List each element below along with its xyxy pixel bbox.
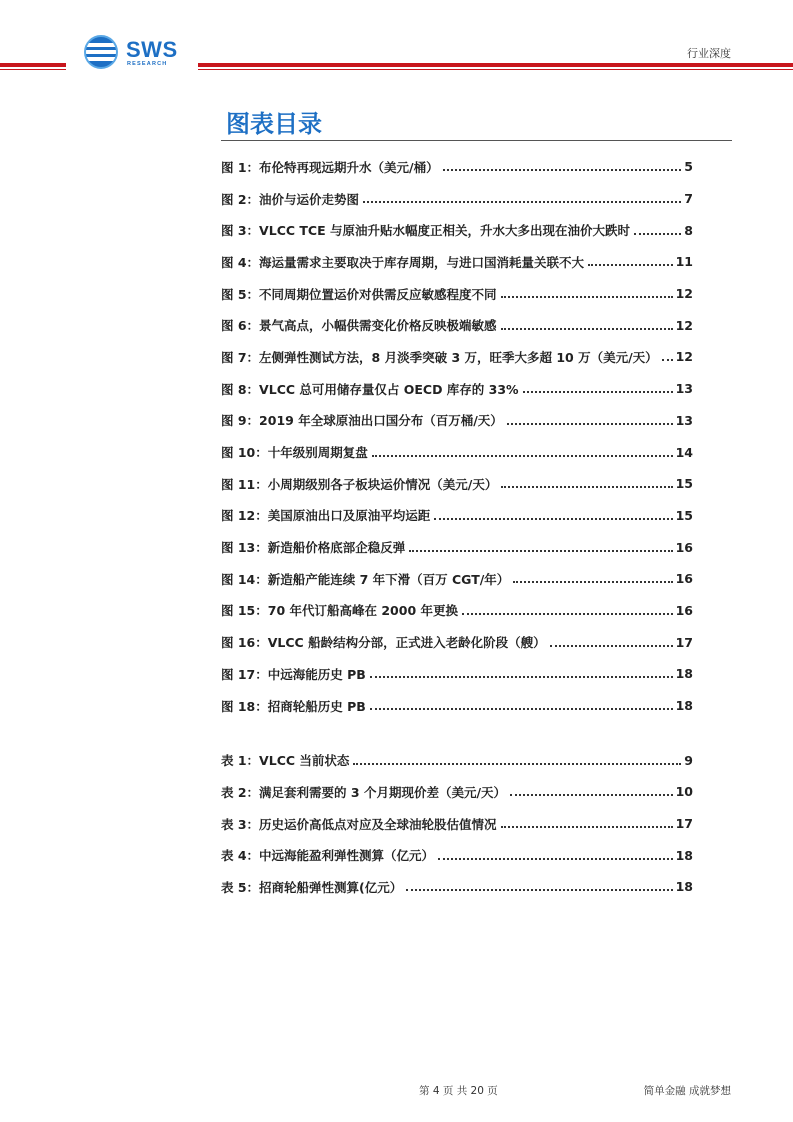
toc-figure-item[interactable] (221, 690, 693, 722)
toc-entry-title: 图 3：VLCC TCE 与原油升贴水幅度正相关，升水大多出现在油价大跌时 (221, 223, 630, 239)
dot-leader (513, 581, 672, 583)
toc-entry-page: 5 (684, 159, 693, 175)
toc-entry-title: 图 2：油价与运价走势图 (221, 191, 360, 207)
toc-figure-item[interactable] (221, 309, 693, 341)
toc-entry-page: 9 (684, 752, 693, 768)
dot-leader (501, 486, 672, 488)
toc-figure-item[interactable] (221, 405, 693, 437)
toc-figure-item[interactable] (221, 246, 693, 278)
toc-entry-title: 图 15：70 年代订船高峰在 2000 年更换 (221, 603, 458, 619)
toc-entry-title: 图 16：VLCC 船龄结构分部，正式进入老龄化阶段（艘） (221, 635, 546, 651)
figure-list (221, 151, 693, 721)
toc-table-item[interactable] (221, 871, 693, 903)
toc-entry-title: 图 1：布伦特再现远期升水（美元/桶） (221, 159, 439, 175)
toc-entry-page: 10 (675, 784, 693, 800)
dot-leader (434, 518, 672, 520)
toc-entry-page: 18 (675, 666, 693, 682)
chart-table-of-contents (221, 151, 693, 903)
toc-entry-title: 表 1：VLCC 当前状态 (221, 753, 350, 769)
dot-leader (507, 423, 673, 425)
toc-entry-page: 18 (675, 847, 693, 863)
toc-entry-title: 图 12：美国原油出口及原油平均运距 (221, 508, 431, 524)
page-number: 第 4 页 共 20 页 (419, 1085, 498, 1097)
header-rule (198, 69, 793, 70)
toc-entry-page: 14 (675, 444, 693, 460)
header-rule (198, 63, 793, 67)
toc-figure-item[interactable] (221, 278, 693, 310)
dot-leader (662, 359, 673, 361)
dot-leader (370, 676, 673, 678)
dot-leader (443, 169, 682, 171)
dot-leader (510, 794, 673, 796)
toc-entry-title: 图 7：左侧弹性测试方法，8 月淡季突破 3 万，旺季大多超 10 万（美元/天） (221, 349, 658, 365)
toc-figure-item[interactable] (221, 595, 693, 627)
toc-figure-item[interactable] (221, 341, 693, 373)
header-rule (0, 69, 66, 70)
dot-leader (363, 201, 681, 203)
dot-leader (501, 826, 673, 828)
company-logo (83, 34, 193, 70)
toc-entry-page: 13 (675, 381, 693, 397)
sws-logo-icon (83, 34, 121, 70)
toc-entry-page: 13 (675, 412, 693, 428)
toc-figure-item[interactable] (221, 563, 693, 595)
toc-figure-item[interactable] (221, 626, 693, 658)
toc-entry-page: 12 (675, 286, 693, 302)
list-spacer (221, 721, 693, 744)
toc-entry-title: 图 6：景气高点，小幅供需变化价格反映极端敏感 (221, 318, 497, 334)
toc-entry-title: 图 13：新造船价格底部企稳反弹 (221, 540, 406, 556)
toc-entry-page: 7 (684, 191, 693, 207)
toc-entry-title: 图 9：2019 年全球原油出口国分布（百万桶/天） (221, 413, 503, 429)
dot-leader (462, 613, 673, 615)
toc-entry-title: 表 4：中远海能盈利弹性测算（亿元） (221, 848, 435, 864)
dot-leader (634, 233, 681, 235)
dot-leader (409, 550, 672, 552)
toc-entry-title: 表 2：满足套利需要的 3 个月期现价差（美元/天） (221, 784, 507, 800)
title-divider (221, 140, 732, 141)
toc-entry-title: 表 5：招商轮船弹性测算(亿元） (221, 879, 403, 895)
toc-entry-page: 15 (675, 507, 693, 523)
toc-table-item[interactable] (221, 744, 693, 776)
dot-leader (550, 645, 673, 647)
toc-entry-page: 17 (675, 816, 693, 832)
toc-entry-page: 15 (675, 476, 693, 492)
toc-entry-page: 16 (675, 602, 693, 618)
toc-entry-title: 图 4：海运量需求主要取决于库存周期，与进口国消耗量关联不大 (221, 254, 585, 270)
toc-entry-title: 图 8：VLCC 总可用储存量仅占 OECD 库存的 33% (221, 381, 519, 397)
toc-table-item[interactable] (221, 776, 693, 808)
toc-entry-page: 12 (675, 349, 693, 365)
document-type-label: 行业深度 (687, 47, 731, 60)
toc-entry-title: 图 10：十年级别周期复盘 (221, 445, 368, 461)
toc-entry-title: 图 14：新造船产能连续 7 年下滑（百万 CGT/年） (221, 571, 510, 587)
toc-figure-item[interactable] (221, 151, 693, 183)
toc-entry-title: 图 18：招商轮船历史 PB (221, 698, 366, 714)
logo-brand-text: SWS (126, 37, 178, 62)
logo-subtitle-text: RESEARCH (127, 61, 168, 67)
toc-figure-item[interactable] (221, 500, 693, 532)
toc-entry-title: 图 5：不同周期位置运价对供需反应敏感程度不同 (221, 286, 497, 302)
toc-entry-page: 18 (675, 879, 693, 895)
toc-figure-item[interactable] (221, 183, 693, 215)
dot-leader (372, 455, 673, 457)
table-list (221, 744, 693, 902)
dot-leader (588, 264, 673, 266)
toc-figure-item[interactable] (221, 436, 693, 468)
toc-figure-item[interactable] (221, 658, 693, 690)
dot-leader (370, 708, 673, 710)
toc-entry-page: 11 (675, 254, 693, 270)
toc-entry-title: 表 3：历史运价高低点对应及全球油轮股估值情况 (221, 816, 497, 832)
toc-entry-page: 16 (675, 539, 693, 555)
toc-figure-item[interactable] (221, 373, 693, 405)
dot-leader (523, 391, 673, 393)
toc-figure-item[interactable] (221, 214, 693, 246)
toc-entry-page: 18 (675, 698, 693, 714)
header-rule (0, 63, 66, 67)
dot-leader (406, 889, 672, 891)
toc-table-item[interactable] (221, 839, 693, 871)
toc-figure-item[interactable] (221, 531, 693, 563)
toc-entry-page: 8 (684, 222, 693, 238)
toc-entry-title: 图 17：中远海能历史 PB (221, 666, 366, 682)
toc-table-item[interactable] (221, 808, 693, 840)
toc-entry-page: 17 (675, 634, 693, 650)
footer-slogan: 简单金融 成就梦想 (643, 1085, 731, 1097)
toc-entry-title: 图 11：小周期级别各子板块运价情况（美元/天） (221, 476, 498, 492)
page-title: 图表目录 (226, 110, 322, 138)
toc-figure-item[interactable] (221, 468, 693, 500)
dot-leader (501, 296, 673, 298)
dot-leader (438, 858, 673, 860)
toc-entry-page: 16 (675, 571, 693, 587)
toc-entry-page: 12 (675, 317, 693, 333)
dot-leader (353, 763, 681, 765)
dot-leader (501, 328, 673, 330)
